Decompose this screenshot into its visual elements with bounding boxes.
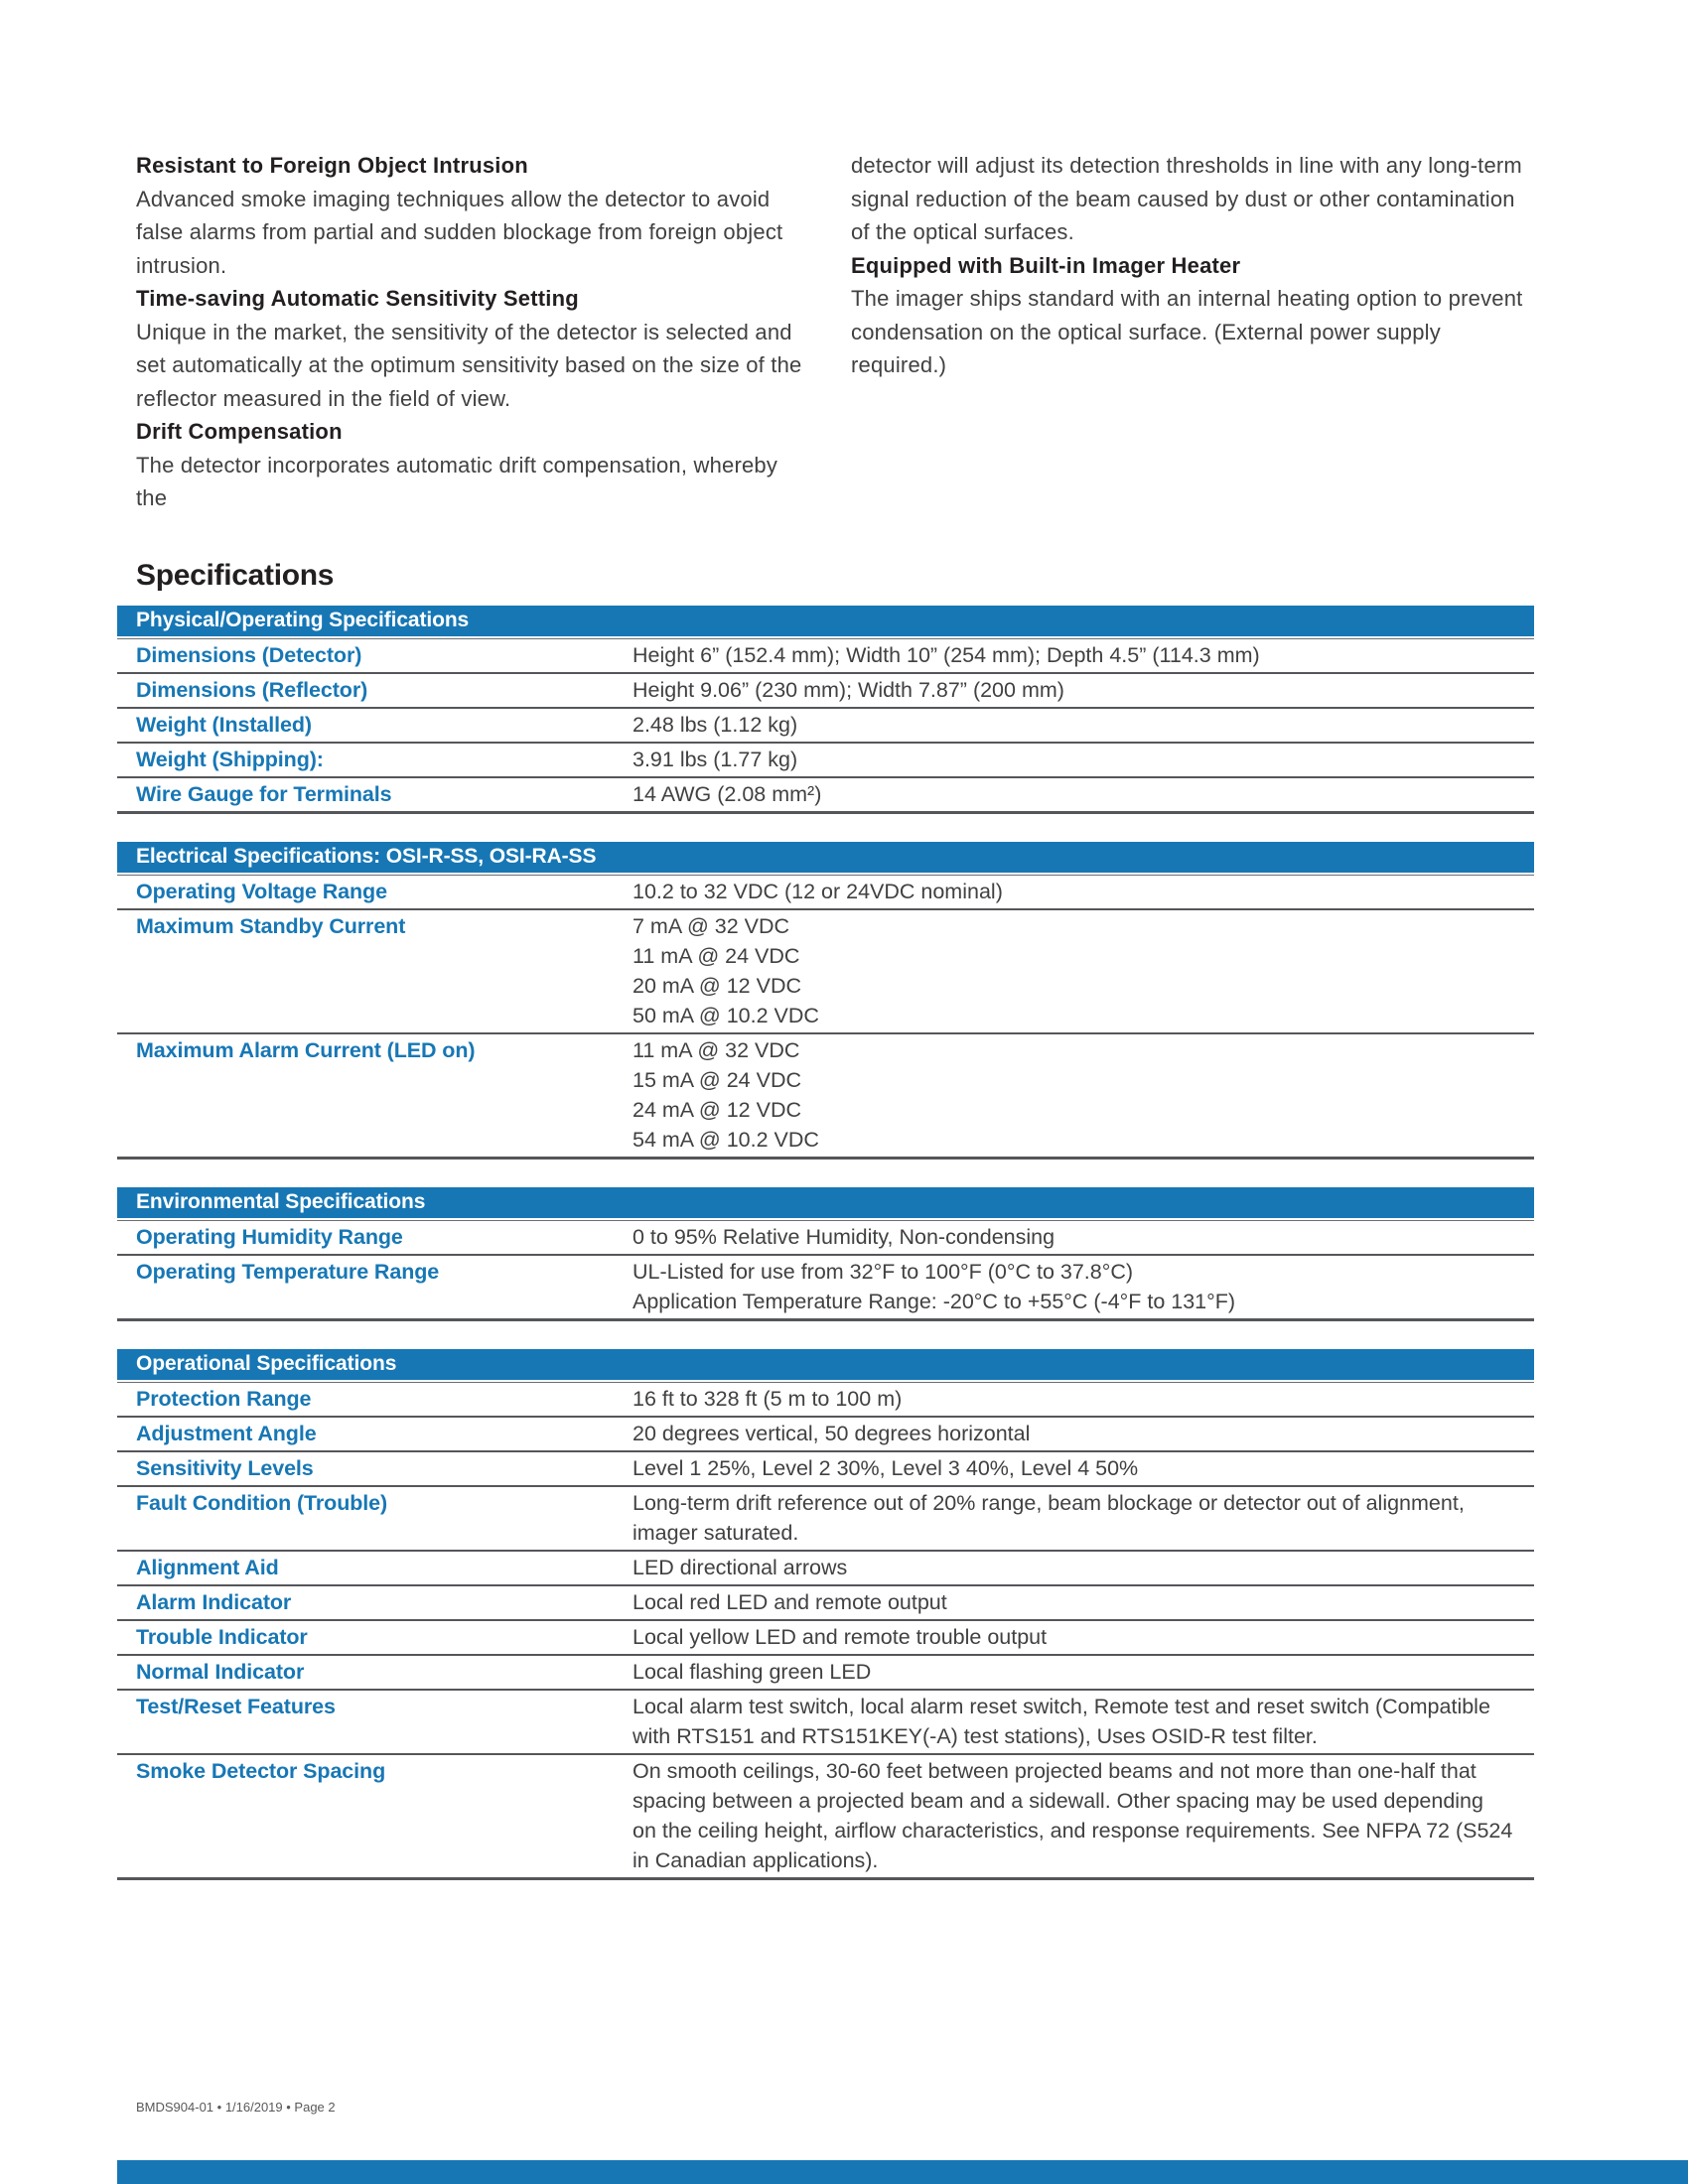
spec-value-line: in Canadian applications).	[633, 1847, 879, 1872]
page-content	[117, 149, 1534, 1908]
spec-row-label: Wire Gauge for Terminals	[136, 781, 392, 806]
spec-row-value	[633, 1622, 1534, 1652]
spec-row-label: Dimensions (Reflector)	[136, 677, 368, 702]
spec-row	[117, 1656, 1534, 1691]
spec-row-value	[633, 1756, 1534, 1875]
spec-table-rows	[117, 638, 1534, 814]
intro-column-right	[851, 149, 1534, 515]
spec-row-label: Alarm Indicator	[136, 1589, 292, 1614]
spec-value-line: Local yellow LED and remote trouble output	[633, 1624, 1048, 1649]
spec-value-line: 3.91 lbs (1.77 kg)	[633, 747, 798, 771]
spec-row-value	[633, 1384, 1534, 1414]
intro-heading: Resistant to Foreign Object Intrusion	[136, 153, 528, 178]
spec-row	[117, 1034, 1534, 1157]
spec-row-label: Operating Temperature Range	[136, 1259, 440, 1284]
spec-table-header: Operational Specifications	[117, 1349, 1534, 1380]
spec-table	[117, 1349, 1534, 1880]
spec-row-label: Adjustment Angle	[136, 1421, 317, 1445]
spec-value-line: Height 9.06” (230 mm); Width 7.87” (200 mm)	[633, 677, 1064, 702]
intro-heading: Equipped with Built-in Imager Heater	[851, 252, 1241, 278]
spec-row	[117, 1452, 1534, 1487]
spec-row	[117, 910, 1534, 1034]
spec-value-line: Local alarm test switch, local alarm reset switch, Remote test and reset switch (Compatible	[633, 1694, 1490, 1718]
spec-row-value	[633, 1257, 1534, 1316]
spec-table	[117, 842, 1534, 1160]
spec-value-line: 24 mA @ 12 VDC	[633, 1097, 802, 1122]
intro-section	[136, 149, 1534, 515]
spec-value-line: 11 mA @ 32 VDC	[633, 1037, 800, 1062]
spec-row-label: Smoke Detector Spacing	[136, 1758, 386, 1783]
spec-row-value	[633, 1657, 1534, 1687]
intro-heading: Time-saving Automatic Sensitivity Setting	[136, 286, 579, 311]
spec-table-header: Environmental Specifications	[117, 1187, 1534, 1218]
spec-value-line: Local red LED and remote output	[633, 1589, 947, 1614]
spec-row-label: Normal Indicator	[136, 1659, 305, 1684]
page-footer: BMDS904-01 • 1/16/2019 • Page 2	[136, 2100, 336, 2115]
intro-paragraph: The imager ships standard with an internal heating option to prevent condensation on the optical surface. (External power supply required.)	[851, 286, 1523, 377]
spec-table-rows	[117, 875, 1534, 1160]
spec-value-line: UL-Listed for use from 32°F to 100°F (0°C to 37.8°C)	[633, 1259, 1134, 1284]
spec-row-label: Trouble Indicator	[136, 1624, 308, 1649]
spec-table	[117, 606, 1534, 814]
spec-row	[117, 1755, 1534, 1877]
spec-value-line: Height 6” (152.4 mm); Width 10” (254 mm); Depth 4.5” (114.3 mm)	[633, 642, 1260, 667]
spec-row	[117, 1221, 1534, 1256]
spec-value-line: 14 AWG (2.08 mm²)	[633, 781, 822, 806]
spec-row-label: Sensitivity Levels	[136, 1455, 314, 1480]
spec-row	[117, 1552, 1534, 1586]
spec-value-line: on the ceiling height, airflow characteristics, and response requirements. See NFPA 72 (S524	[633, 1818, 1513, 1843]
spec-value-line: 11 mA @ 24 VDC	[633, 943, 800, 968]
spec-value-line: 7 mA @ 32 VDC	[633, 913, 790, 938]
spec-row-value	[633, 640, 1534, 670]
intro-paragraph: Advanced smoke imaging techniques allow the detector to avoid false alarms from partial and sudden blockage from foreign object intrusion.	[136, 186, 783, 278]
spec-row	[117, 876, 1534, 910]
spec-row	[117, 1383, 1534, 1418]
spec-row-value	[633, 1488, 1534, 1548]
spec-row-value	[633, 1553, 1534, 1582]
spec-row	[117, 744, 1534, 778]
spec-row	[117, 1256, 1534, 1318]
spec-row-value	[633, 1222, 1534, 1252]
spec-row	[117, 1621, 1534, 1656]
spec-row-value	[633, 1692, 1534, 1751]
spec-row	[117, 778, 1534, 811]
spec-value-line: 2.48 lbs (1.12 kg)	[633, 712, 798, 737]
intro-paragraph: detector will adjust its detection thresholds in line with any long-term signal reduction of the beam caused by dust or other contamination of the optical surfaces.	[851, 153, 1522, 244]
spec-row-value	[633, 1419, 1534, 1448]
spec-value-line: with RTS151 and RTS151KEY(-A) test stations), Uses OSID-R test filter.	[633, 1723, 1318, 1748]
intro-paragraph: Unique in the market, the sensitivity of the detector is selected and set automatically at the optimum sensitivity based on the size of the reflector measured in the field of view.	[136, 319, 802, 411]
spec-value-line: 50 mA @ 10.2 VDC	[633, 1003, 819, 1027]
spec-row	[117, 639, 1534, 674]
bottom-accent-bar	[117, 2160, 1688, 2184]
intro-paragraph: The detector incorporates automatic drift compensation, whereby the	[136, 452, 778, 510]
intro-column-left	[136, 149, 811, 515]
spec-value-line: imager saturated.	[633, 1520, 799, 1545]
spec-table-rows	[117, 1382, 1534, 1880]
spec-row	[117, 709, 1534, 744]
spec-row-value	[633, 877, 1534, 906]
spec-row-value	[633, 1587, 1534, 1617]
page-title: Specifications	[136, 558, 335, 592]
spec-value-line: 15 mA @ 24 VDC	[633, 1067, 802, 1092]
spec-row-label: Operating Humidity Range	[136, 1224, 403, 1249]
spec-row-value	[633, 675, 1534, 705]
spec-value-line: spacing between a projected beam and a sidewall. Other spacing may be used depending	[633, 1788, 1483, 1813]
spec-value-line: On smooth ceilings, 30-60 feet between projected beams and not more than one-half that	[633, 1758, 1477, 1783]
spec-row-value	[633, 745, 1534, 774]
intro-heading: Drift Compensation	[136, 419, 343, 444]
spec-row-value	[633, 1453, 1534, 1483]
spec-value-line: Local flashing green LED	[633, 1659, 872, 1684]
spec-row-value	[633, 911, 1534, 1030]
spec-table-header: Electrical Specifications: OSI-R-SS, OSI-RA-SS	[117, 842, 1534, 873]
spec-value-line: 20 mA @ 12 VDC	[633, 973, 802, 998]
spec-row-label: Operating Voltage Range	[136, 879, 387, 903]
spec-row-label: Maximum Alarm Current (LED on)	[136, 1037, 476, 1062]
spec-table-rows	[117, 1220, 1534, 1321]
spec-value-line: LED directional arrows	[633, 1555, 848, 1579]
spec-row-label: Alignment Aid	[136, 1555, 279, 1579]
spec-row-label: Protection Range	[136, 1386, 312, 1411]
spec-row	[117, 1487, 1534, 1552]
spec-tables-container	[117, 606, 1534, 1880]
spec-row-label: Weight (Installed)	[136, 712, 312, 737]
spec-row	[117, 1691, 1534, 1755]
spec-row-label: Dimensions (Detector)	[136, 642, 362, 667]
spec-row-value	[633, 1035, 1534, 1155]
spec-row-label: Fault Condition (Trouble)	[136, 1490, 388, 1515]
spec-row-label: Test/Reset Features	[136, 1694, 336, 1718]
spec-row-label: Weight (Shipping):	[136, 747, 324, 771]
spec-table-header: Physical/Operating Specifications	[117, 606, 1534, 636]
spec-table	[117, 1187, 1534, 1321]
spec-value-line: Long-term drift reference out of 20% range, beam blockage or detector out of alignment,	[633, 1490, 1465, 1515]
spec-value-line: 0 to 95% Relative Humidity, Non-condensing	[633, 1224, 1055, 1249]
spec-row-label: Maximum Standby Current	[136, 913, 406, 938]
spec-row	[117, 1418, 1534, 1452]
spec-row-value	[633, 710, 1534, 740]
spec-value-line: 16 ft to 328 ft (5 m to 100 m)	[633, 1386, 903, 1411]
spec-value-line: 20 degrees vertical, 50 degrees horizontal	[633, 1421, 1031, 1445]
spec-row	[117, 674, 1534, 709]
spec-value-line: 54 mA @ 10.2 VDC	[633, 1127, 819, 1152]
spec-value-line: Level 1 25%, Level 2 30%, Level 3 40%, Level 4 50%	[633, 1455, 1139, 1480]
spec-row	[117, 1586, 1534, 1621]
spec-row-value	[633, 779, 1534, 809]
spec-value-line: Application Temperature Range: -20°C to +55°C (-4°F to 131°F)	[633, 1289, 1236, 1313]
spec-value-line: 10.2 to 32 VDC (12 or 24VDC nominal)	[633, 879, 1003, 903]
